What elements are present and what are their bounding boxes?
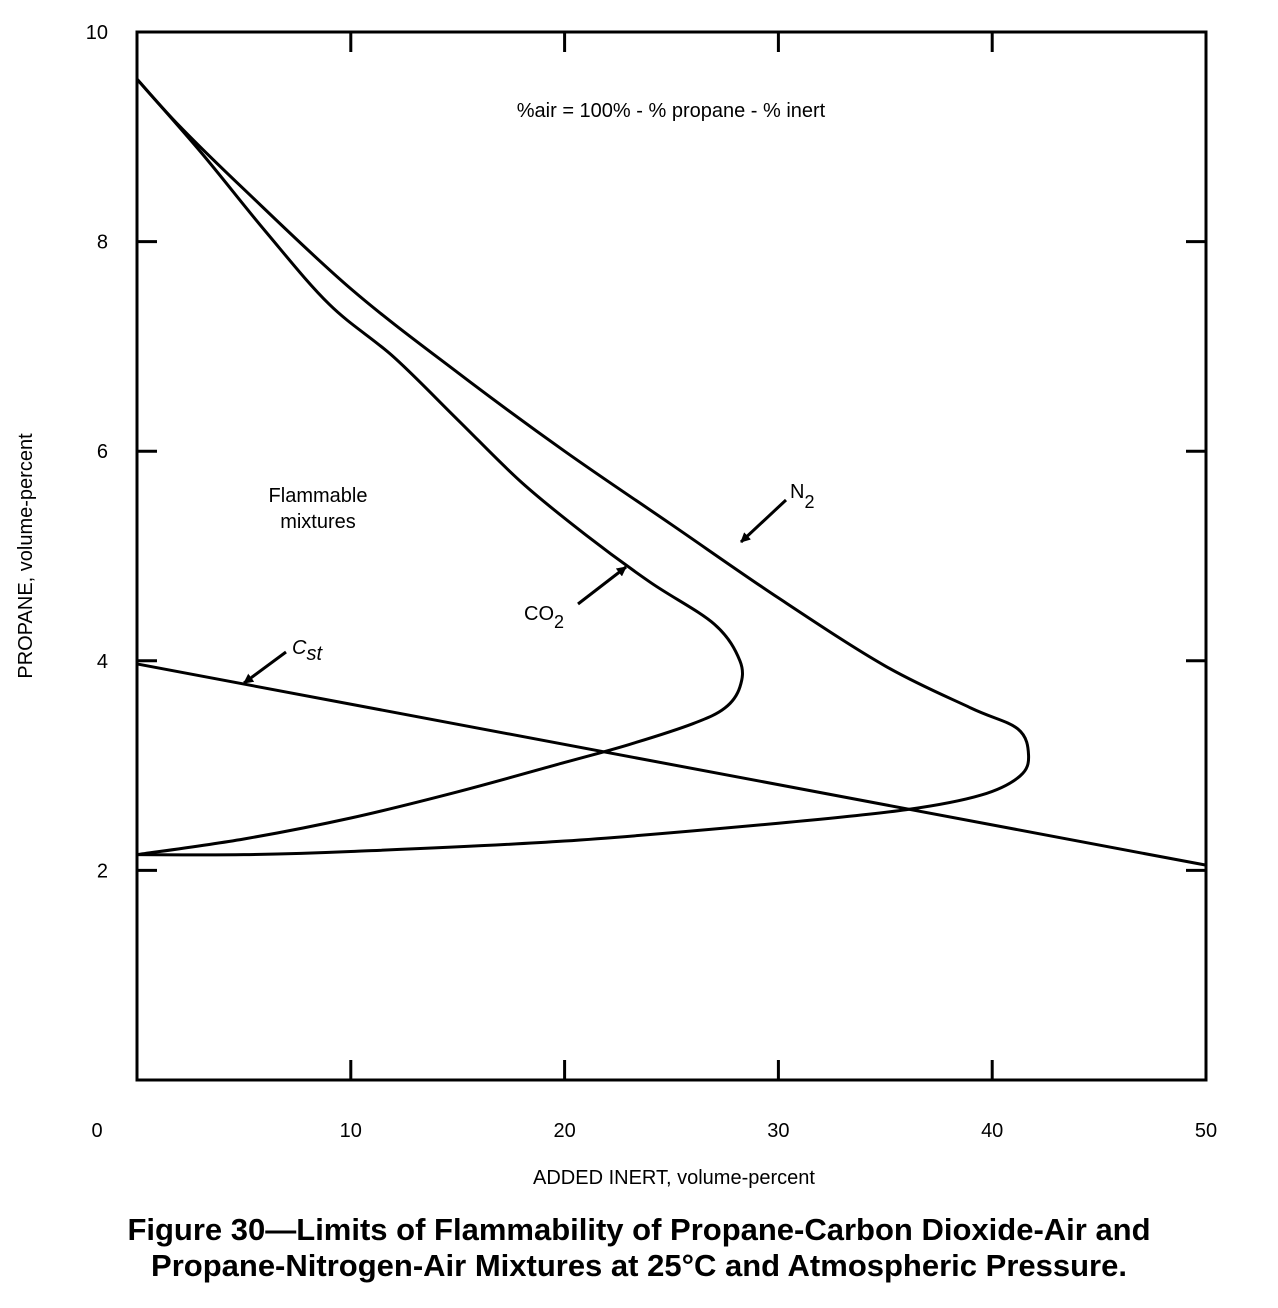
y-tick-label: 8	[96, 231, 108, 254]
x-axis-title: ADDED INERT, volume-percent	[533, 1167, 815, 1189]
x-tick-label: 20	[553, 1120, 576, 1142]
caption-line-1: Figure 30—Limits of Flammability of Propane-Carbon Dioxide-Air and	[127, 1212, 1151, 1247]
series-n2-curve	[137, 79, 1029, 855]
n2-arrow	[741, 500, 786, 542]
y-tick-label: 2	[96, 860, 108, 883]
co2-label: CO2	[524, 603, 565, 632]
x-tick-label: 50	[1194, 1120, 1218, 1142]
x-tick-label: 40	[981, 1120, 1004, 1142]
caption-line-2: Propane-Nitrogen-Air Mixtures at 25°C and Atmospheric Pressure.	[151, 1248, 1127, 1283]
x-tick-label: 30	[767, 1120, 790, 1142]
figure-caption	[0, 1212, 1278, 1284]
y-tick-label: 6	[96, 441, 108, 464]
cst-label: Cst	[292, 637, 323, 665]
y-tick-label: 4	[96, 650, 108, 673]
region-label-line2: mixtures	[280, 511, 356, 533]
cst-arrow	[244, 652, 286, 683]
y-axis-title: PROPANE, volume-percent	[15, 433, 37, 679]
series-layer	[137, 79, 1206, 865]
formula-annotation: %air = 100% - % propane - % inert	[516, 100, 826, 122]
y-tick-label: 10	[85, 22, 108, 44]
co2-arrow	[578, 567, 626, 604]
n2-label: N2	[790, 481, 815, 512]
series-c-st-curve	[137, 664, 1206, 865]
x-tick-label: 10	[339, 1120, 362, 1142]
plot-frame	[137, 32, 1206, 1080]
series-co2-curve	[137, 79, 742, 855]
tick-marks	[137, 32, 1206, 1080]
x-tick-label: 0	[91, 1120, 103, 1142]
region-label-line1: Flammable	[268, 485, 368, 507]
